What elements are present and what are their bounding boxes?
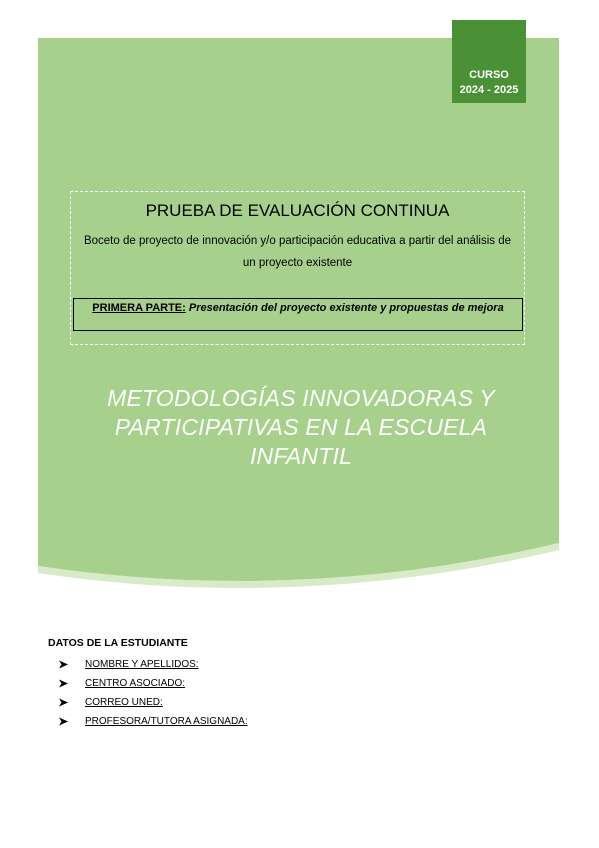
main-title: METODOLOGÍAS INNOVADORAS Y PARTICIPATIVAS EN LA ESCUELA INFANTIL <box>107 385 495 469</box>
student-field-tutor <box>48 712 248 731</box>
course-years: 2024 - 2025 <box>459 84 519 96</box>
course-label: CURSO <box>469 69 509 81</box>
student-fields-list <box>48 655 248 731</box>
exam-title: PRUEBA DE EVALUACIÓN CONTINUA <box>145 201 450 220</box>
arrow-bullet-icon <box>58 679 70 688</box>
field-label: PROFESORA/TUTORA ASIGNADA: <box>85 716 248 727</box>
exam-box <box>70 191 525 345</box>
part-box <box>73 298 523 331</box>
student-field-center <box>48 674 248 693</box>
student-field-email <box>48 693 248 712</box>
student-field-name <box>48 655 248 674</box>
course-badge <box>452 20 526 103</box>
arrow-bullet-icon <box>58 660 70 669</box>
arrow-bullet-icon <box>58 698 70 707</box>
field-label: CENTRO ASOCIADO: <box>85 678 186 689</box>
arrow-bullet-icon <box>58 717 70 726</box>
part-label: PRIMERA PARTE: <box>92 302 186 314</box>
part-text: Presentación del proyecto existente y propuestas de mejora <box>188 302 504 314</box>
field-label: CORREO UNED: <box>85 697 163 708</box>
field-label: NOMBRE Y APELLIDOS: <box>85 659 199 670</box>
exam-subtitle: Boceto de proyecto de innovación y/o participación educativa a partir del análisis de un proyecto existente <box>83 235 512 269</box>
student-heading: DATOS DE LA ESTUDIANTE <box>48 637 188 649</box>
student-section <box>48 637 248 731</box>
